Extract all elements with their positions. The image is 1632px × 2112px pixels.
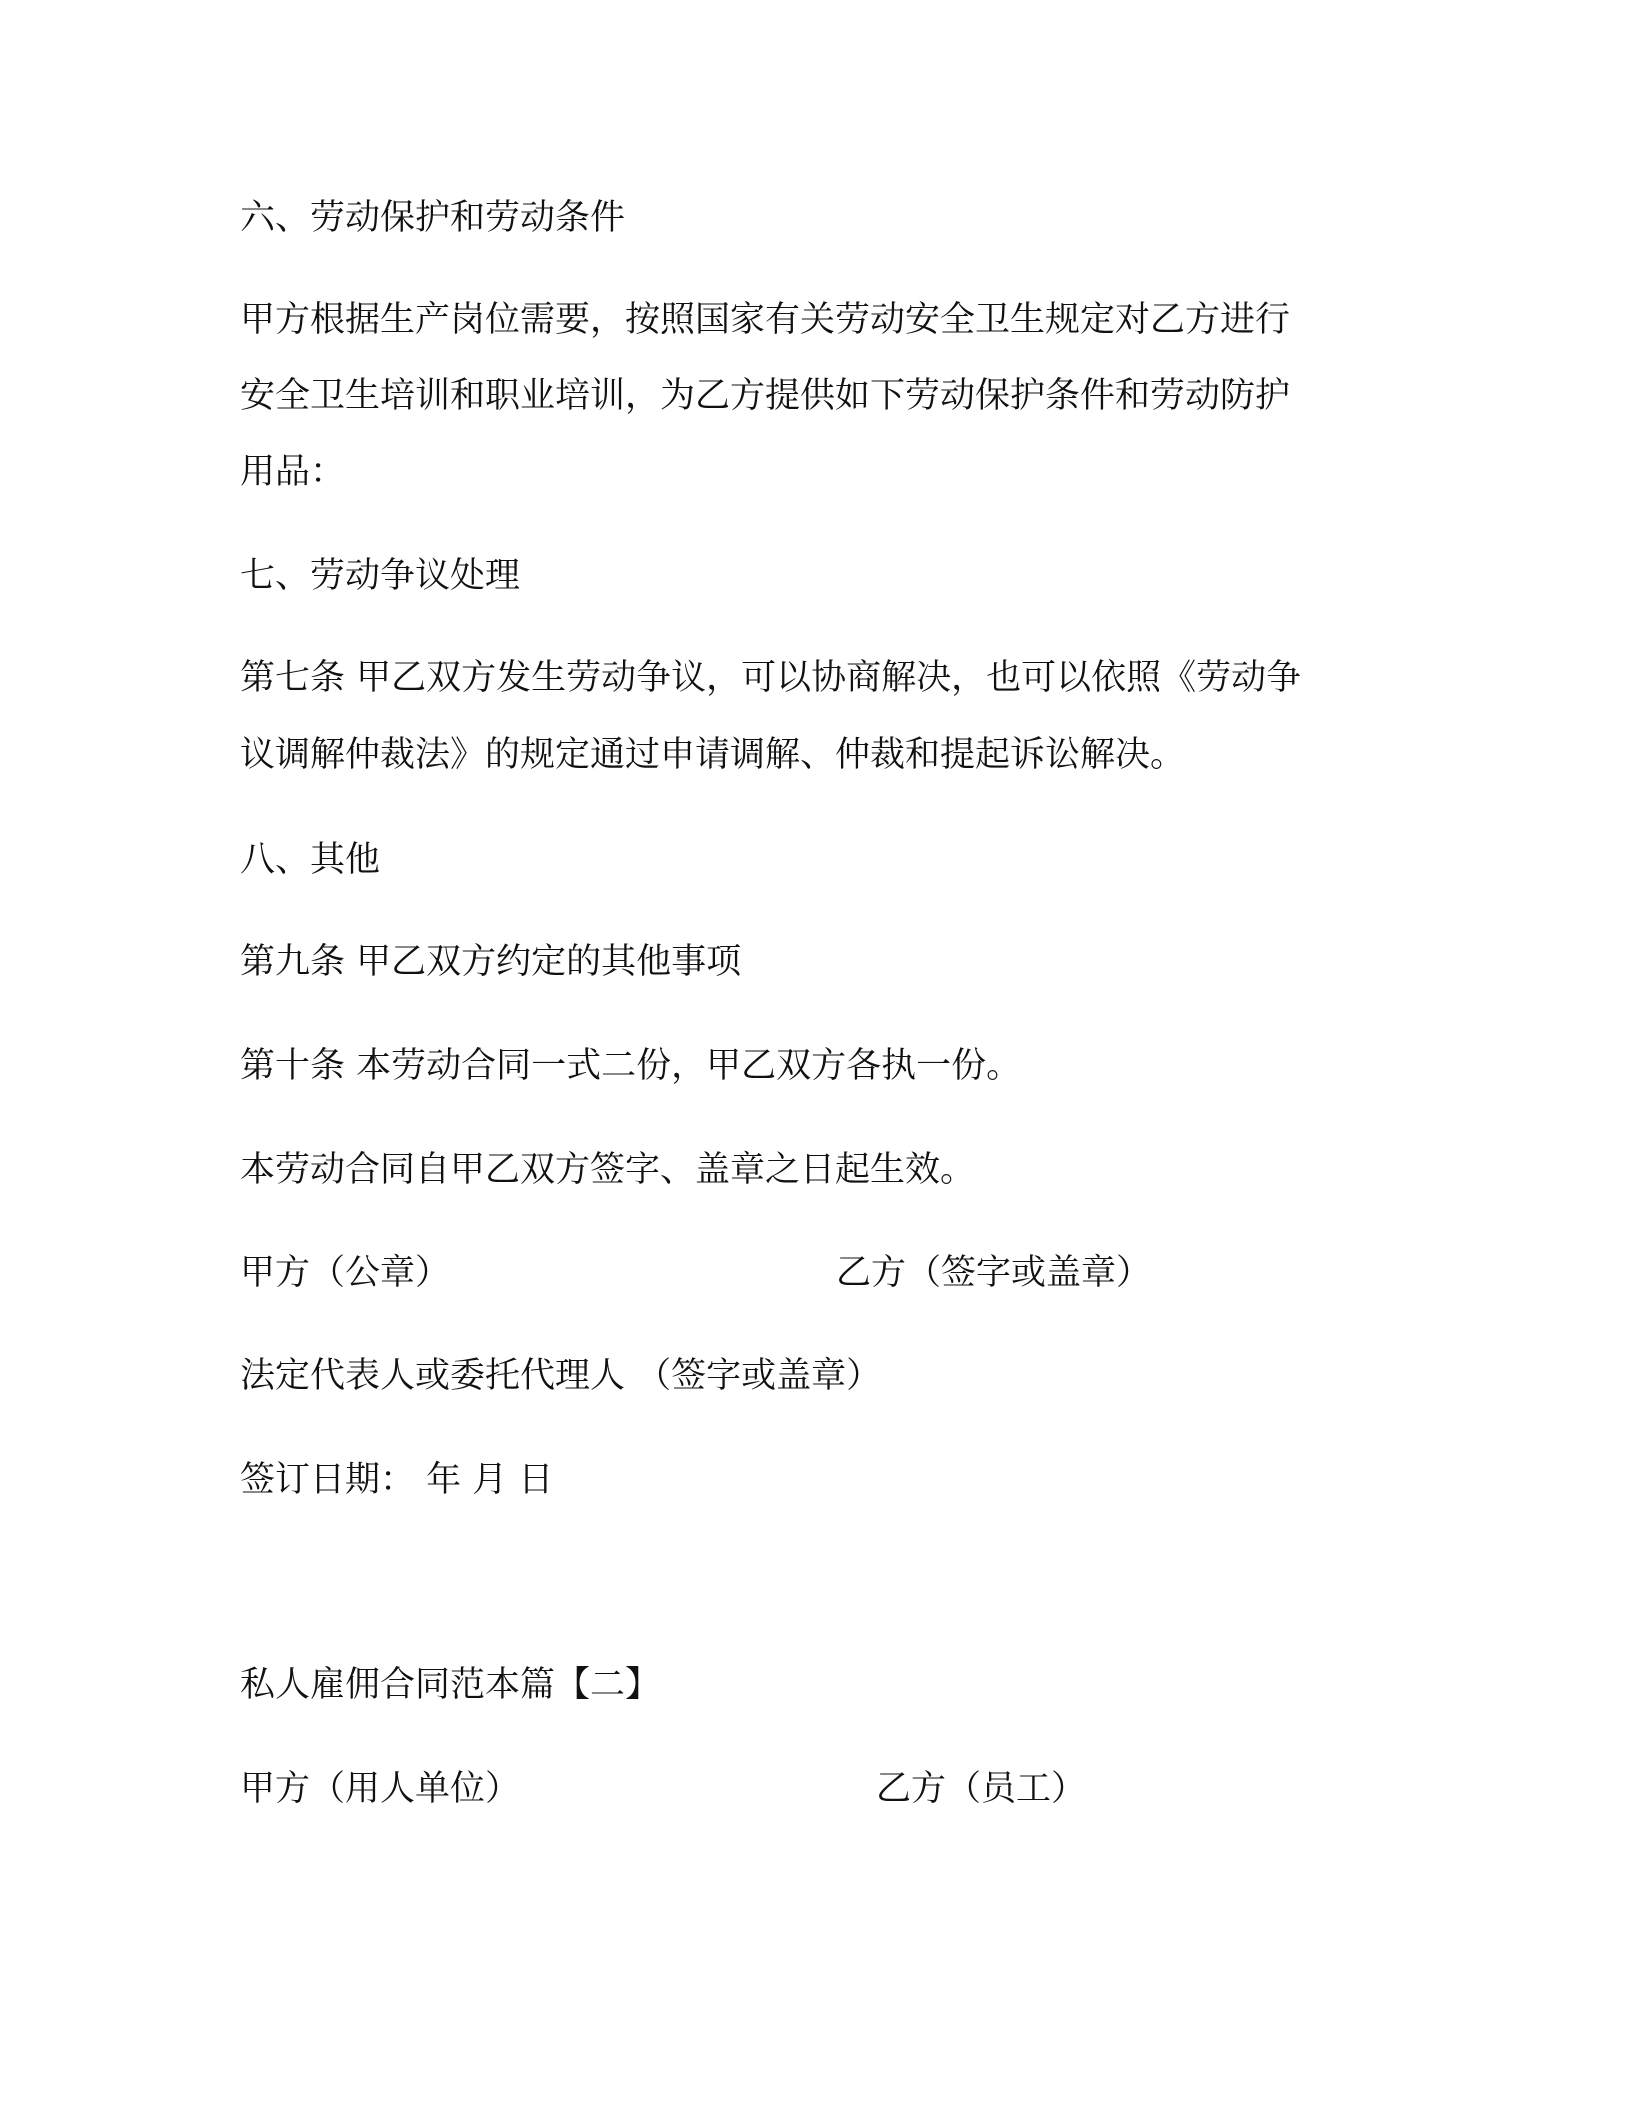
article-9: 第九条 甲乙双方约定的其他事项 bbox=[240, 942, 742, 982]
party-b-sign-label: 乙方（签字或盖章） bbox=[836, 1253, 1152, 1293]
section-6-body-line-1: 甲方根据生产岗位需要，按照国家有关劳动安全卫生规定对乙方进行 bbox=[240, 300, 1291, 340]
section-7-body-line-2: 议调解仲裁法》的规定通过申请调解、仲裁和提起诉讼解决。 bbox=[240, 735, 1186, 775]
signing-date-label: 签订日期： 年 月 日 bbox=[240, 1460, 554, 1500]
section-6-heading: 六、劳动保护和劳动条件 bbox=[240, 198, 626, 238]
second-party-b-label: 乙方（员工） bbox=[876, 1769, 1087, 1809]
representative-label: 法定代表人或委托代理人 （签字或盖章） bbox=[240, 1356, 882, 1396]
signature-row bbox=[240, 1249, 1152, 1297]
section-7-heading: 七、劳动争议处理 bbox=[240, 556, 521, 596]
second-party-a-label: 甲方（用人单位） bbox=[240, 1769, 521, 1809]
section-6-body-line-2: 安全卫生培训和职业培训，为乙方提供如下劳动保护条件和劳动防护 bbox=[240, 376, 1291, 416]
second-contract-parties-row bbox=[240, 1765, 1087, 1813]
article-10: 第十条 本劳动合同一式二份，甲乙双方各执一份。 bbox=[240, 1046, 1022, 1086]
section-8-heading: 八、其他 bbox=[240, 840, 381, 880]
effective-clause: 本劳动合同自甲乙双方签字、盖章之日起生效。 bbox=[240, 1150, 976, 1190]
section-6-body-line-3: 用品： bbox=[240, 452, 346, 492]
party-a-seal-label: 甲方（公章） bbox=[240, 1253, 451, 1293]
second-contract-title: 私人雇佣合同范本篇【二】 bbox=[240, 1665, 661, 1705]
section-7-body-line-1: 第七条 甲乙双方发生劳动争议，可以协商解决，也可以依照《劳动争 bbox=[240, 658, 1302, 698]
